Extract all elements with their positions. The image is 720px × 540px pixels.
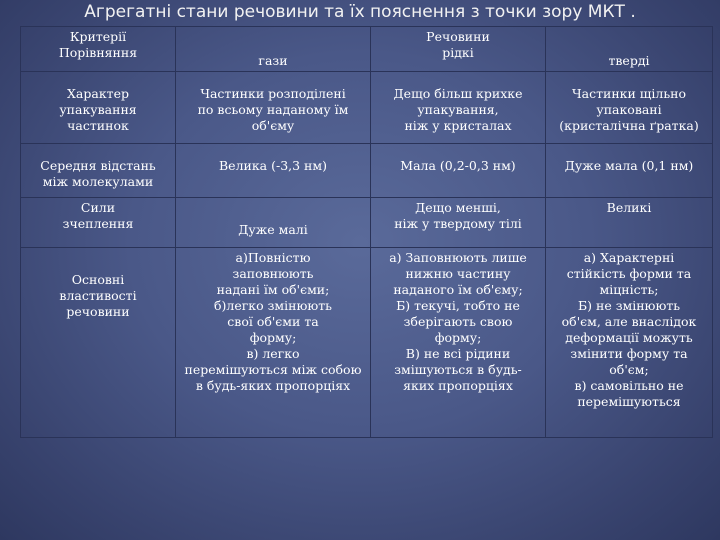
header-criteria bbox=[21, 27, 176, 72]
text-line: Велика (-3,3 нм) bbox=[219, 158, 327, 173]
text-line: Характер bbox=[67, 86, 129, 101]
text-line: Частинки щільно bbox=[571, 86, 687, 101]
cell-text bbox=[179, 250, 367, 394]
criterion-text bbox=[24, 86, 172, 134]
text-line: об'єм; bbox=[609, 362, 649, 377]
cell-text bbox=[374, 86, 542, 134]
cell-gases-packing bbox=[176, 72, 371, 144]
criterion-text bbox=[24, 200, 172, 232]
text-line: в) легко bbox=[246, 346, 300, 361]
text-line: Основні bbox=[71, 272, 125, 287]
text-line: між молекулами bbox=[42, 174, 154, 189]
text-line: Частинки розподілені bbox=[200, 86, 346, 101]
cell-text bbox=[549, 200, 709, 216]
table-row bbox=[21, 248, 713, 438]
header-liquids bbox=[371, 27, 546, 72]
text-line: зчеплення bbox=[62, 216, 134, 231]
text-line: заповнюють bbox=[232, 266, 314, 281]
text-line: змінити форму та bbox=[570, 346, 688, 361]
header-liquids-text: рідкі bbox=[442, 45, 474, 60]
text-line: яких пропорціях bbox=[403, 378, 513, 393]
cell-text bbox=[179, 86, 367, 134]
text-line: а) Заповнюють лише bbox=[389, 250, 527, 265]
text-line: частинок bbox=[67, 118, 129, 133]
text-line: ніж у кристалах bbox=[404, 118, 512, 133]
text-line: об'єму bbox=[251, 118, 295, 133]
cell-solids-forces bbox=[546, 198, 713, 248]
cell-text bbox=[374, 250, 542, 394]
header-substances-text: Речовини bbox=[426, 29, 490, 44]
text-line: речовини bbox=[66, 304, 130, 319]
text-line: Б) текучі, тобто не bbox=[396, 298, 520, 313]
text-line: Дещо більш крихке bbox=[393, 86, 523, 101]
cell-solids-packing bbox=[546, 72, 713, 144]
cell-text bbox=[179, 158, 367, 174]
text-line: нижню частину bbox=[405, 266, 511, 281]
criterion-text bbox=[24, 158, 172, 190]
header-solids-text: тверді bbox=[608, 53, 650, 68]
text-line: Сили bbox=[80, 200, 116, 215]
text-line: (кристалічна ґратка) bbox=[559, 118, 699, 133]
cell-text bbox=[549, 86, 709, 134]
text-line: Порівняння bbox=[58, 45, 138, 60]
table-header-row bbox=[21, 27, 713, 72]
text-line: зберігають свою bbox=[403, 314, 513, 329]
text-line: деформації можуть bbox=[565, 330, 693, 345]
text-line: В) не всі рідини bbox=[405, 346, 511, 361]
row-criterion-forces bbox=[21, 198, 176, 248]
cell-liquids-distance bbox=[371, 144, 546, 198]
text-line: перемішуються bbox=[577, 394, 681, 409]
cell-text bbox=[374, 200, 542, 232]
text-line: надані їм об'єми; bbox=[216, 282, 330, 297]
cell-liquids-properties bbox=[371, 248, 546, 438]
cell-solids-properties bbox=[546, 248, 713, 438]
cell-gases-forces bbox=[176, 198, 371, 248]
header-gases bbox=[176, 27, 371, 72]
cell-liquids-forces bbox=[371, 198, 546, 248]
text-line: форму; bbox=[434, 330, 482, 345]
text-line: свої об'єми та bbox=[227, 314, 319, 329]
text-line: а)Повністю bbox=[235, 250, 311, 265]
text-line: об'єм, але внаслідок bbox=[561, 314, 697, 329]
cell-text bbox=[374, 158, 542, 174]
text-line: по всьому наданому їм bbox=[197, 102, 349, 117]
text-line: а) Характерні bbox=[583, 250, 675, 265]
text-line: властивості bbox=[59, 288, 137, 303]
table-row bbox=[21, 144, 713, 198]
text-line: Дуже малі bbox=[238, 222, 308, 237]
cell-text bbox=[549, 250, 709, 410]
text-line: перемішуються між собою bbox=[184, 362, 362, 377]
text-line: в) самовільно не bbox=[574, 378, 684, 393]
text-line: в будь-яких пропорціях bbox=[195, 378, 351, 393]
cell-liquids-packing bbox=[371, 72, 546, 144]
row-criterion-distance bbox=[21, 144, 176, 198]
text-line: упаковані bbox=[596, 102, 662, 117]
text-line: змішуються в будь- bbox=[394, 362, 522, 377]
cell-text bbox=[179, 222, 367, 238]
text-line: Б) не змінюють bbox=[577, 298, 681, 313]
cell-solids-distance bbox=[546, 144, 713, 198]
text-line: упакування, bbox=[417, 102, 499, 117]
text-line: форму; bbox=[249, 330, 297, 345]
criterion-text bbox=[24, 272, 172, 320]
header-criteria-text bbox=[24, 29, 172, 61]
text-line: Середня відстань bbox=[40, 158, 156, 173]
comparison-table bbox=[20, 26, 713, 438]
cell-text bbox=[549, 158, 709, 174]
text-line: Мала (0,2-0,3 нм) bbox=[400, 158, 516, 173]
text-line: міцність; bbox=[599, 282, 659, 297]
text-line: Критерії bbox=[69, 29, 127, 44]
cell-gases-distance bbox=[176, 144, 371, 198]
header-solids bbox=[546, 27, 713, 72]
text-line: стійкість форми та bbox=[566, 266, 692, 281]
text-line: наданого їм об'єму; bbox=[393, 282, 523, 297]
text-line: ніж у твердому тілі bbox=[394, 216, 522, 231]
text-line: б)легко змінюють bbox=[214, 298, 332, 313]
text-line: Великі bbox=[606, 200, 652, 215]
text-line: упакування bbox=[59, 102, 137, 117]
table-row bbox=[21, 72, 713, 144]
slide-title: Агрегатні стани речовини та їх пояснення з точки зору МКТ . bbox=[84, 2, 636, 22]
table-row bbox=[21, 198, 713, 248]
row-criterion-packing bbox=[21, 72, 176, 144]
text-line: Дещо менші, bbox=[415, 200, 501, 215]
text-line: Дуже мала (0,1 нм) bbox=[564, 158, 694, 173]
cell-gases-properties bbox=[176, 248, 371, 438]
header-gases-text: гази bbox=[258, 53, 288, 68]
row-criterion-properties bbox=[21, 248, 176, 438]
